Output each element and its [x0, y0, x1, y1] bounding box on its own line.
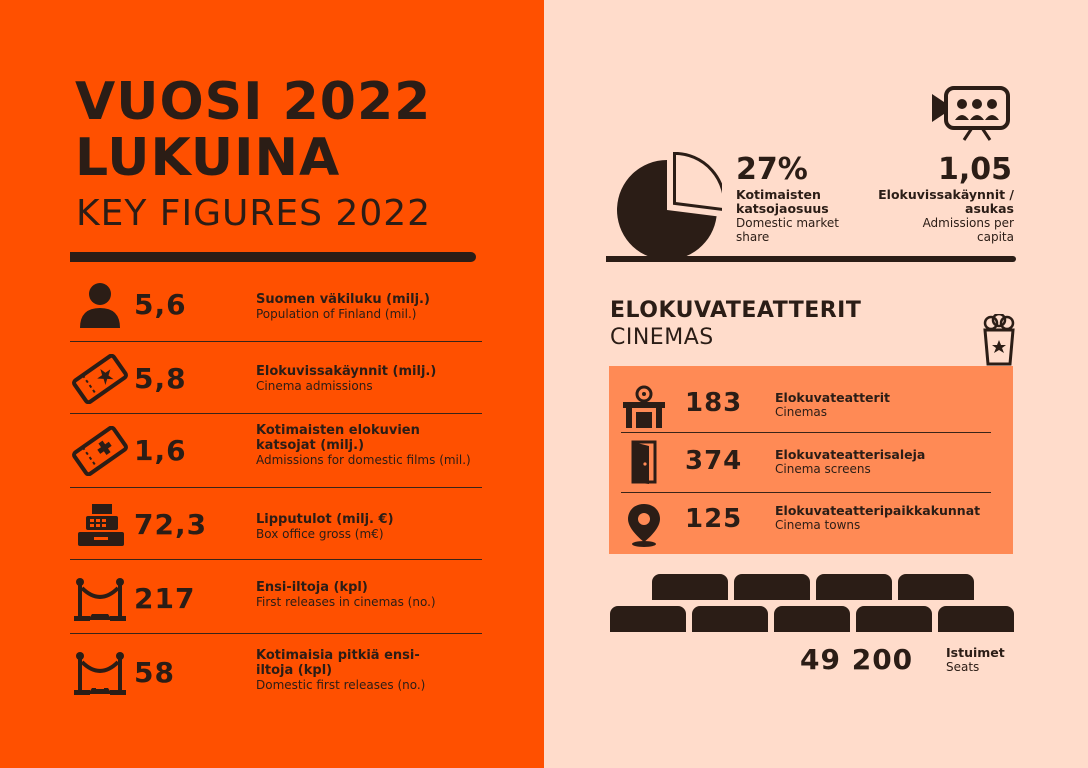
stat-label-en: Cinema admissions: [256, 379, 373, 393]
seat-block: [610, 606, 686, 632]
per-capita-stat: [860, 152, 1014, 244]
cinemas-stats-box: [609, 366, 1013, 554]
page-title: [75, 74, 431, 186]
row-divider: [621, 432, 991, 433]
stat-row-domestic-admissions: [70, 414, 482, 488]
cash-register-icon: [72, 500, 128, 550]
seat-block: [898, 574, 974, 600]
stat-label: [256, 512, 486, 541]
cinema-stat-label: [775, 448, 1011, 476]
seat-block: [692, 606, 768, 632]
per-capita-label-fi: Elokuvissakäynnit / asukas: [878, 187, 1014, 216]
title-divider: [70, 252, 476, 262]
seats-icon: [608, 572, 1014, 634]
stat-label: [256, 364, 486, 393]
market-share-label-en: Domestic market share: [736, 216, 839, 244]
cinema-stat-label: [775, 504, 1011, 532]
stat-value: 72,3: [134, 508, 208, 541]
ticket-star-icon: [72, 354, 128, 404]
per-capita-value: 1,05: [937, 152, 1012, 187]
seat-block: [938, 606, 1014, 632]
cinema-row-towns: [609, 494, 1013, 552]
stat-row-population: [70, 270, 482, 342]
stat-value: 1,6: [134, 434, 187, 467]
per-capita-label-en: Admissions per capita: [922, 216, 1014, 244]
seat-block: [652, 574, 728, 600]
cinemas-subtitle: CINEMAS: [610, 325, 714, 350]
stat-label-fi: Lipputulot (milj. €): [256, 512, 394, 527]
stat-label: [256, 648, 486, 692]
stat-row-admissions: [70, 342, 482, 414]
stat-label-fi: Suomen väkiluku (milj.): [256, 292, 430, 307]
stat-label: [256, 423, 486, 467]
cinema-stat-label-en: Cinema screens: [775, 462, 871, 476]
page-subtitle: KEY FIGURES 2022: [76, 193, 432, 234]
seat-block: [734, 574, 810, 600]
seat-block: [856, 606, 932, 632]
door-icon: [621, 440, 667, 486]
pie-chart-icon: [612, 152, 722, 262]
stat-label: [256, 292, 486, 321]
stat-row-domestic-releases: [70, 634, 482, 708]
seats-label-en: Seats: [946, 660, 980, 674]
seat-block: [774, 606, 850, 632]
cinema-row-cinemas: [609, 378, 1013, 434]
seats-label: [946, 646, 1026, 674]
red-carpet-icon: [72, 574, 128, 624]
cinema-stat-label-en: Cinemas: [775, 405, 827, 419]
title-line-1: VUOSI 2022: [75, 72, 432, 132]
cinemas-title: ELOKUVATEATTERIT: [610, 298, 862, 323]
location-pin-icon: [621, 502, 667, 548]
row-divider: [621, 492, 991, 493]
market-share-label-fi: Kotimaisten katsojaosuus: [736, 187, 829, 216]
pie-slice-rest: [617, 160, 717, 260]
cinema-stat-label-en: Cinema towns: [775, 518, 861, 532]
stat-label-en: First releases in cinemas (no.): [256, 595, 436, 609]
stat-value: 217: [134, 582, 196, 615]
seat-block: [816, 574, 892, 600]
section-divider: [606, 256, 1016, 262]
stat-label-en: Admissions for domestic films (mil.): [256, 453, 471, 467]
ticket-cross-icon: [72, 426, 128, 476]
cinema-stat-value: 183: [685, 388, 743, 418]
movie-camera-icon: [928, 84, 1012, 142]
cinema-stat-value: 374: [685, 446, 743, 476]
title-line-2: LUKUINA: [75, 128, 341, 188]
stat-value: 5,8: [134, 362, 187, 395]
person-icon: [72, 280, 128, 330]
stat-label-en: Domestic first releases (no.): [256, 678, 426, 692]
cinema-stat-label-fi: Elokuvateatteripaikkakunnat: [775, 503, 981, 518]
seats-value: 49 200: [800, 643, 914, 676]
cinema-stat-label-fi: Elokuvateatterit: [775, 390, 890, 405]
stat-value: 5,6: [134, 288, 187, 321]
market-share-stat: [736, 152, 866, 244]
stat-label-fi: Ensi-iltoja (kpl): [256, 580, 368, 595]
stat-row-first-releases: [70, 560, 482, 634]
cinema-building-icon: [621, 384, 667, 430]
stat-label-en: Population of Finland (mil.): [256, 307, 417, 321]
pie-slice-share: [675, 153, 722, 209]
stat-label-fi: Kotimaisia pitkiä ensi-iltoja (kpl): [256, 648, 420, 678]
cinema-stat-value: 125: [685, 504, 743, 534]
stat-row-box-office: [70, 488, 482, 560]
stat-label: [256, 580, 486, 609]
stat-label-en: Box office gross (m€): [256, 527, 384, 541]
stat-label-fi: Kotimaisten elokuvien katsojat (milj.): [256, 423, 420, 453]
market-share-value: 27%: [736, 152, 808, 187]
cinema-row-screens: [609, 434, 1013, 494]
cinema-stat-label-fi: Elokuvateatterisaleja: [775, 447, 926, 462]
stat-label-fi: Elokuvissakäynnit (milj.): [256, 364, 437, 379]
red-carpet-flag-icon: [72, 648, 128, 698]
popcorn-icon: [982, 314, 1016, 366]
stat-value: 58: [134, 656, 175, 689]
cinema-stat-label: [775, 391, 1011, 419]
seats-label-fi: Istuimet: [946, 645, 1005, 660]
